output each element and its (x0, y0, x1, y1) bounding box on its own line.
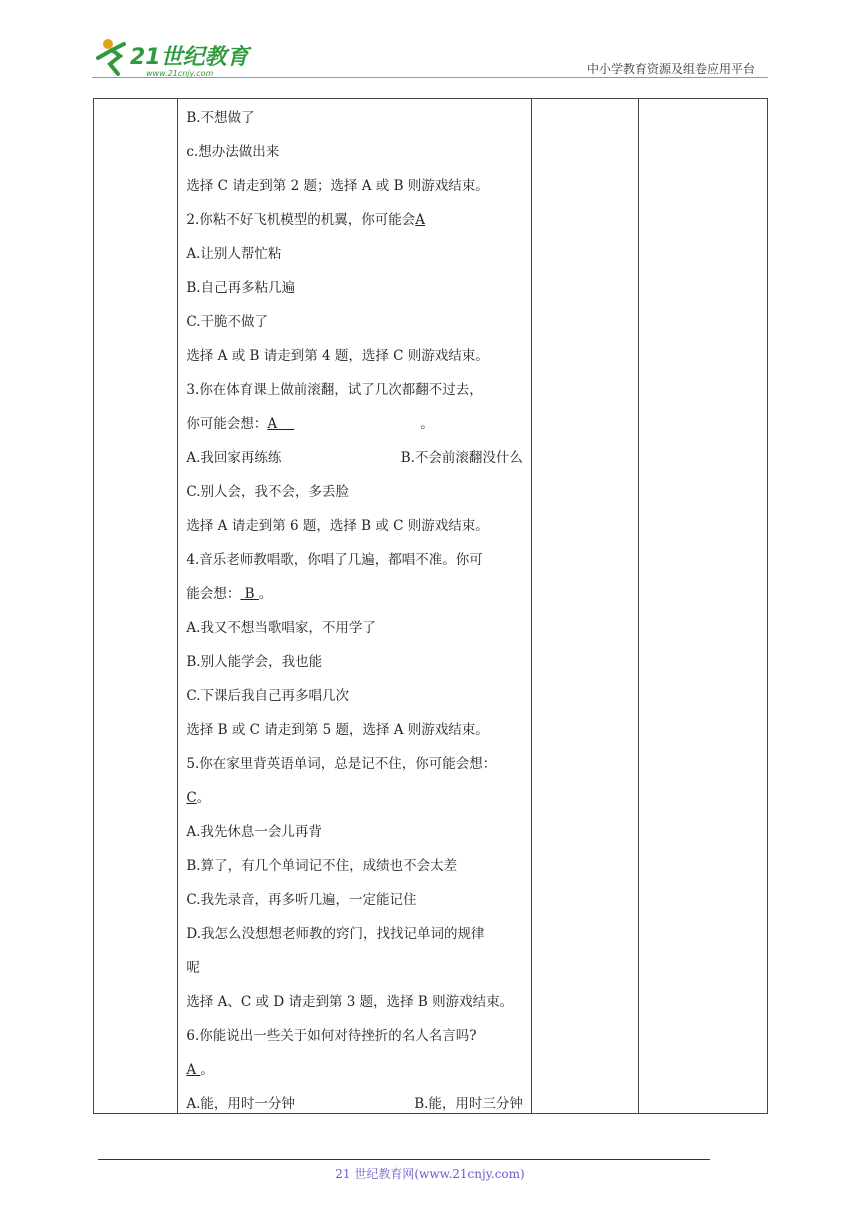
table-cell-left (94, 99, 178, 1114)
options-row (186, 441, 523, 475)
option: B.不会前滚翻没什么 (400, 450, 523, 466)
question-6: 6.你能说出一些关于如何对待挫折的名人名言吗? (186, 1028, 477, 1044)
table-cell-design-intent (639, 99, 768, 1114)
header-divider (92, 77, 768, 78)
period: 。 (200, 1062, 214, 1078)
page-header (0, 0, 860, 80)
option: B.自己再多粘几遍 (186, 280, 296, 296)
period: 。 (420, 416, 434, 432)
text-line: 选择 A 请走到第 6 题，选择 B 或 C 则游戏结束。 (186, 518, 489, 534)
option: D.我怎么没想想老师教的窍门，找找记单词的规律 (186, 926, 485, 942)
table-cell-student-activity (531, 99, 638, 1114)
logo-url: www.21cnjy.com (146, 69, 214, 78)
period: 。 (258, 586, 273, 602)
answer: A (186, 1062, 201, 1078)
question-text: 能会想： (186, 586, 241, 602)
text-line (186, 577, 523, 611)
answer: A (415, 212, 426, 228)
lesson-table (93, 98, 768, 1114)
option: A.我先休息一会儿再背 (186, 824, 322, 840)
question-2 (186, 203, 523, 237)
option: C.别人会，我不会，多丢脸 (186, 484, 350, 500)
option: A.我又不想当歌唱家，不用学了 (186, 620, 376, 636)
logo-text: 21世纪教育 (130, 45, 249, 70)
text-line: c.想办法做出来 (186, 144, 280, 160)
answer: A (267, 416, 295, 432)
option: B.能，用时三分钟 (414, 1096, 523, 1112)
question-5: 5.你在家里背英语单词，总是记不住，你可能会想： (186, 756, 497, 772)
text-line (186, 1053, 523, 1087)
option-continued: 呢 (186, 960, 200, 976)
text-line (186, 781, 523, 815)
period: 。 (196, 790, 211, 806)
text-line: 选择 A、C 或 D 请走到第 3 题，选择 B 则游戏结束。 (186, 994, 514, 1010)
option: A.能，用时一分钟 (186, 1096, 295, 1112)
text-line (186, 407, 523, 441)
option: C.下课后我自己再多唱几次 (186, 688, 350, 704)
text-line: 选择 C 请走到第 2 题；选择 A 或 B 则游戏结束。 (186, 178, 489, 194)
question-4: 4.音乐老师教唱歌，你唱了几遍，都唱不准。你可 (186, 552, 483, 568)
question-text: 2.你粘不好飞机模型的机翼，你可能会 (186, 212, 416, 228)
option: A.让别人帮忙粘 (186, 246, 282, 262)
options-row (186, 1087, 523, 1121)
text-line: 选择 B 或 C 请走到第 5 题，选择 A 则游戏结束。 (186, 722, 489, 738)
table-cell-content (178, 99, 532, 1114)
option: A.我回家再练练 (186, 450, 282, 466)
table-row (94, 99, 768, 1114)
footer-text: 21 世纪教育网(www.21cnjy.com) (335, 1167, 525, 1181)
option: B.别人能学会，我也能 (186, 654, 323, 670)
option: B.算了，有几个单词记不住，成绩也不会太差 (186, 858, 458, 874)
text-line: B.不想做了 (186, 110, 255, 126)
footer-divider (98, 1159, 710, 1160)
header-platform-name: 中小学教育资源及组卷应用平台 (586, 62, 755, 76)
question-3: 3.你在体育课上做前滚翻，试了几次都翻不过去， (186, 382, 483, 398)
option: C.我先录音，再多听几遍，一定能记住 (186, 892, 417, 908)
game-questions (178, 99, 531, 1113)
text-line: 选择 A 或 B 请走到第 4 题，选择 C 则游戏结束。 (186, 348, 489, 364)
option: C.干脆不做了 (186, 314, 269, 330)
logo-21cnjy (94, 34, 264, 80)
answer: B (240, 586, 259, 602)
question-text: 你可能会想： (186, 416, 268, 432)
answer: C (186, 790, 197, 806)
